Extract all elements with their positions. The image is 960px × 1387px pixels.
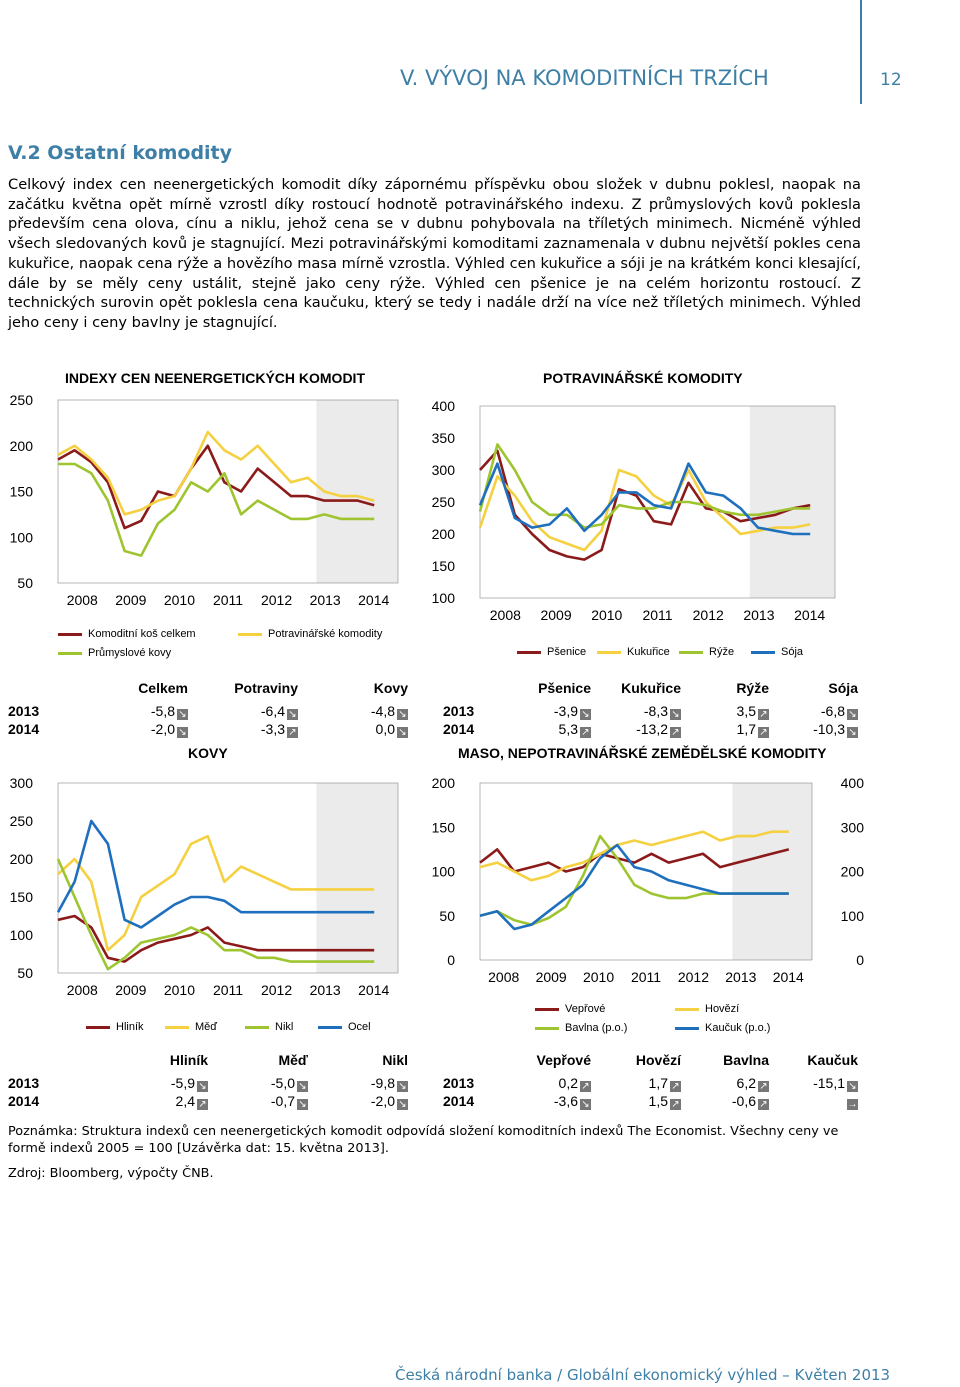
chart-panel-maso — [431, 745, 864, 1045]
page-number: 12 — [880, 70, 902, 90]
y-tick-label: 0 — [447, 952, 455, 968]
x-tick-label: 2008 — [488, 969, 520, 985]
y-tick-label: 200 — [9, 851, 33, 867]
chart-panel-indexy — [0, 368, 420, 668]
col-header: Kukuřice — [621, 680, 681, 696]
col-header: Kovy — [373, 680, 408, 696]
y-tick-label: 150 — [431, 558, 455, 574]
trend-icon: ↗ — [671, 1098, 680, 1110]
trend-icon: ↗ — [759, 1098, 768, 1110]
y-tick-label: 300 — [9, 775, 33, 791]
trend-icon: ↘ — [198, 1080, 207, 1092]
x-tick-label: 2009 — [115, 592, 147, 608]
col-header: Pšenice — [538, 680, 591, 696]
trend-icon: ↘ — [398, 1080, 407, 1092]
body-paragraph: Celkový index cen neenergetických komodit díky zápornému příspěvku obou složek v dubnu poklesl, naopak na začátku května opět mírně vzrostl díky rostoucí hodnotě potravinářského indexu. Z průmyslových kovů poklesla především cena olova, cínu a niklu, jehož cena se v dubnu pohybovala na tříletých minimech. Nicméně výhled všech sledovaných kovů je stagnující. Mezi potravinářskými komoditami zaznamenala v dubnu největší pokles cena kukuřice, naopak cena rýže a hovězího masa mírně vzrostla. Výhled cen kukuřice a sóji je na krátkém konci klesající, dále by se měly ceny ustálit, stejně jako ceny rýže. Výhled cen pšenice je na celém horizontu rostoucí. Z technických surovin opět poklesla cena kaučuku, který se tedy i nadále drží na více než tříletých minimech. Výhled jeho ceny i ceny bavlny je stagnující. — [8, 176, 861, 331]
chart-title: POTRAVINÁŘSKÉ KOMODITY — [543, 370, 743, 386]
chart-kovy — [0, 765, 420, 1027]
x-tick-label: 2008 — [66, 592, 98, 608]
table-row: 2014 5,3 ↗ -13,2 ↗ 1,7 ↗ -10,3 ↘ — [443, 720, 857, 738]
y-tick-label: 300 — [431, 462, 455, 478]
y-tick-label: 100 — [9, 529, 33, 546]
legend-item: Nikl — [245, 1021, 293, 1033]
col-header: Bavlna — [723, 1052, 769, 1068]
x-tick-label: 2008 — [66, 982, 98, 998]
x-tick-label: 2014 — [358, 592, 390, 608]
trend-icon: ↗ — [581, 1080, 590, 1092]
chart-panel-kovy — [0, 745, 420, 1045]
col-header: Sója — [828, 680, 858, 696]
x-tick-label: 2014 — [794, 607, 826, 623]
trend-icon: ↘ — [178, 726, 187, 738]
y-tick-label: 200 — [431, 775, 455, 791]
x-tick-label: 2013 — [743, 607, 775, 623]
note: Poznámka: Struktura indexů cen neenergetických komodit odpovídá složení komoditních indexů The Economist. Všechny ceny ve formě indexů 2005 = 100 [Uzávěrka dat: 15. května 2013]. — [8, 1124, 839, 1156]
legend-item: Komoditní koš celkem — [58, 628, 196, 640]
section-title: V.2 Ostatní komodity — [8, 142, 233, 164]
x-tick-label: 2011 — [630, 969, 662, 985]
y-tick-label: 100 — [431, 863, 455, 880]
y-tick-label: 250 — [431, 494, 455, 510]
table-outlook-maso — [443, 1052, 858, 1110]
chart-title: MASO, NEPOTRAVINÁŘSKÉ ZEMĚDĚLSKÉ KOMODITY — [458, 745, 827, 761]
y-tick-label: 100 — [431, 590, 455, 606]
x-tick-label: 2010 — [163, 592, 196, 608]
legend-item: Kukuřice — [597, 646, 670, 658]
chart-title: INDEXY CEN NEENERGETICKÝCH KOMODIT — [65, 370, 365, 386]
footer: Česká národní banka / Globální ekonomický výhled – Květen 2013 — [395, 1366, 891, 1384]
legend-item: Bavlna (p.o.) — [535, 1022, 627, 1034]
table-row: 2013 -5,9 ↘ -5,0 ↘ -9,8 ↘ — [8, 1074, 407, 1092]
y-tick-label: 150 — [9, 483, 33, 500]
trend-icon: ↗ — [581, 726, 590, 738]
trend-icon: ↘ — [398, 726, 407, 738]
x-tick-label: 2010 — [591, 607, 623, 623]
x-tick-label: 2014 — [358, 982, 390, 998]
x-tick-label: 2012 — [692, 607, 724, 623]
x-tick-label: 2013 — [309, 592, 341, 608]
legend-item: Pšenice — [517, 646, 586, 658]
forecast-area — [732, 783, 812, 960]
y-tick-label: 400 — [431, 398, 455, 414]
trend-icon: ↘ — [848, 1080, 857, 1092]
legend-item: Měď — [165, 1021, 217, 1033]
x-tick-label: 2010 — [582, 969, 615, 985]
legend-item: Sója — [751, 646, 803, 658]
col-header: Celkem — [138, 680, 188, 696]
x-tick-label: 2014 — [772, 969, 804, 985]
table-outlook-kovy — [8, 1052, 408, 1110]
y-tick-label: 150 — [9, 889, 33, 905]
trend-icon: ↘ — [581, 1098, 590, 1110]
trend-icon: ↗ — [759, 708, 768, 720]
y-tick-label: 200 — [9, 437, 33, 454]
x-tick-label: 2013 — [309, 982, 341, 998]
chart-indexy-cen — [0, 388, 420, 638]
x-tick-label: 2012 — [260, 592, 293, 608]
y-tick-label: 50 — [17, 575, 33, 591]
trend-icon: ↗ — [759, 1080, 768, 1092]
x-tick-label: 2009 — [540, 607, 572, 623]
forecast-area — [316, 783, 398, 973]
x-tick-label: 2012 — [260, 982, 293, 998]
y-tick-label: 100 — [9, 927, 33, 943]
x-tick-label: 2010 — [163, 982, 196, 998]
trend-icon: ↗ — [671, 726, 680, 738]
y-tick-label: 200 — [431, 526, 455, 542]
source: Zdroj: Bloomberg, výpočty ČNB. — [8, 1166, 214, 1181]
y-tick-label: 350 — [431, 430, 455, 446]
table-row: 2014 -3,6 ↘ 1,5 ↗ -0,6 ↗ → — [443, 1092, 858, 1110]
table-row: 2014 -2,0 ↘ -3,3 ↗ 0,0 ↘ — [8, 720, 407, 738]
y-tick-label: 150 — [431, 819, 455, 836]
trend-icon: ↘ — [288, 708, 297, 720]
chapter-title: V. VÝVOJ NA KOMODITNÍCH TRZÍCH — [400, 66, 769, 90]
trend-icon: ↘ — [848, 726, 857, 738]
trend-icon: ↘ — [298, 1098, 307, 1110]
y2-tick-label: 200 — [840, 863, 864, 880]
table-row: 2013 -3,9 ↘ -8,3 ↘ 3,5 ↗ -6,8 ↘ — [443, 702, 857, 720]
y-tick-label: 50 — [17, 965, 33, 981]
trend-icon: → — [847, 1098, 858, 1110]
x-tick-label: 2009 — [535, 969, 567, 985]
y-tick-label: 250 — [9, 813, 33, 829]
chart-potravinarske — [431, 386, 855, 656]
col-header: Hovězí — [635, 1052, 681, 1068]
legend-item: Hovězí — [675, 1003, 739, 1015]
table-row: 2013 0,2 ↗ 1,7 ↗ 6,2 ↗ -15,1 ↘ — [443, 1074, 857, 1092]
col-header: Hliník — [169, 1052, 208, 1068]
trend-icon: ↗ — [198, 1098, 207, 1110]
x-tick-label: 2013 — [725, 969, 757, 985]
chart-title: KOVY — [188, 745, 228, 761]
x-tick-label: 2012 — [677, 969, 710, 985]
y2-tick-label: 100 — [840, 907, 864, 924]
forecast-area — [750, 406, 835, 598]
table-outlook-potraviny — [443, 680, 858, 738]
legend-item: Vepřové — [535, 1003, 605, 1015]
col-header: Měď — [278, 1052, 308, 1068]
col-header: Nikl — [382, 1052, 408, 1068]
trend-icon: ↗ — [671, 1080, 680, 1092]
header-rule — [860, 0, 862, 104]
trend-icon: ↘ — [848, 708, 857, 720]
x-tick-label: 2008 — [489, 607, 521, 623]
table-outlook-indexy — [8, 680, 408, 738]
y2-tick-label: 0 — [856, 952, 864, 968]
trend-icon: ↘ — [298, 1080, 307, 1092]
trend-icon: ↘ — [398, 708, 407, 720]
x-tick-label: 2011 — [212, 982, 244, 998]
col-header: Potraviny — [234, 680, 298, 696]
chart-panel-potravinarske — [431, 368, 855, 668]
trend-icon: ↘ — [398, 1098, 407, 1110]
x-tick-label: 2011 — [212, 592, 244, 608]
trend-icon: ↗ — [288, 726, 297, 738]
col-header: Kaučuk — [807, 1052, 858, 1068]
chart-maso — [431, 765, 864, 1015]
legend-item: Potravinářské komodity — [238, 628, 382, 640]
table-row: 2014 2,4 ↗ -0,7 ↘ -2,0 ↘ — [8, 1092, 407, 1110]
legend-item: Průmyslové kovy — [58, 647, 171, 659]
y2-tick-label: 400 — [840, 775, 864, 791]
legend-item: Ocel — [318, 1021, 371, 1033]
legend-item: Rýže — [679, 646, 734, 658]
legend-item: Hliník — [86, 1021, 144, 1033]
table-row: 2013 -5,8 ↘ -6,4 ↘ -4,8 ↘ — [8, 702, 407, 720]
legend-item: Kaučuk (p.o.) — [675, 1022, 770, 1034]
y2-tick-label: 300 — [840, 819, 864, 836]
col-header: Vepřové — [536, 1052, 591, 1068]
y-tick-label: 250 — [9, 392, 33, 408]
col-header: Rýže — [736, 680, 769, 696]
x-tick-label: 2009 — [115, 982, 147, 998]
y-tick-label: 50 — [439, 907, 455, 924]
trend-icon: ↘ — [581, 708, 590, 720]
trend-icon: ↗ — [759, 726, 768, 738]
trend-icon: ↘ — [178, 708, 187, 720]
x-tick-label: 2011 — [642, 607, 673, 623]
trend-icon: ↘ — [671, 708, 680, 720]
